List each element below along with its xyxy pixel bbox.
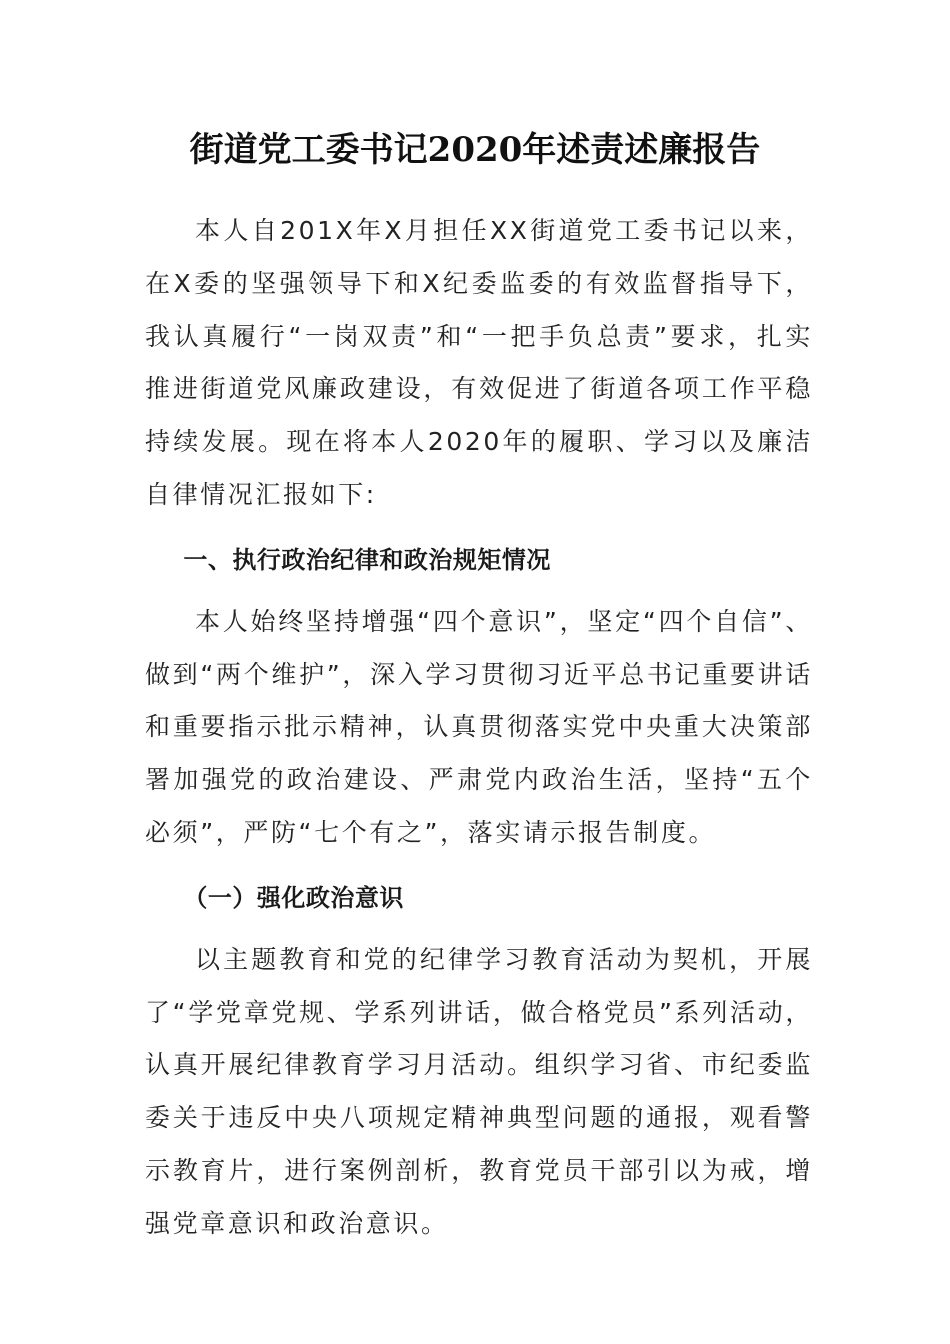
- intro-paragraph: 本人自201X年X月担任XX街道党工委书记以来，在X委的坚强领导下和X纪委监委的有效监督指导下，我认真履行“一岗双责”和“一把手负总责”要求，扎实推进街道党风廉政建设，有效促进了街道各项工作平稳持续发展。现在将本人2020年的履职、学习以及廉洁自律情况汇报如下:: [145, 216, 813, 509]
- subsection-heading-1: （一）强化政治意识: [183, 883, 404, 912]
- document-title: 街道党工委书记2020年述责述廉报告: [189, 130, 761, 170]
- section-paragraph-1: 本人始终坚持增强“四个意识”，坚定“四个自信”、做到“两个维护”，深入学习贯彻习近平总书记重要讲话和重要指示批示精神，认真贯彻落实党中央重大决策部署加强党的政治建设、严肃党内政治生活，坚持“五个必须”，严防“七个有之”，落实请示报告制度。: [145, 606, 813, 847]
- subsection-paragraph-1: 以主题教育和党的纪律学习教育活动为契机，开展了“学党章党规、学系列讲话，做合格党员”系列活动，认真开展纪律教育学习月活动。组织学习省、市纪委监委关于违反中央八项规定精神典型问题的通报，观看警示教育片，进行案例剖析，教育党员干部引以为戒，增强党章意识和政治意识。: [145, 944, 813, 1238]
- section-heading-1: 一、执行政治纪律和政治规矩情况: [183, 545, 551, 574]
- document-body: [145, 205, 813, 1251]
